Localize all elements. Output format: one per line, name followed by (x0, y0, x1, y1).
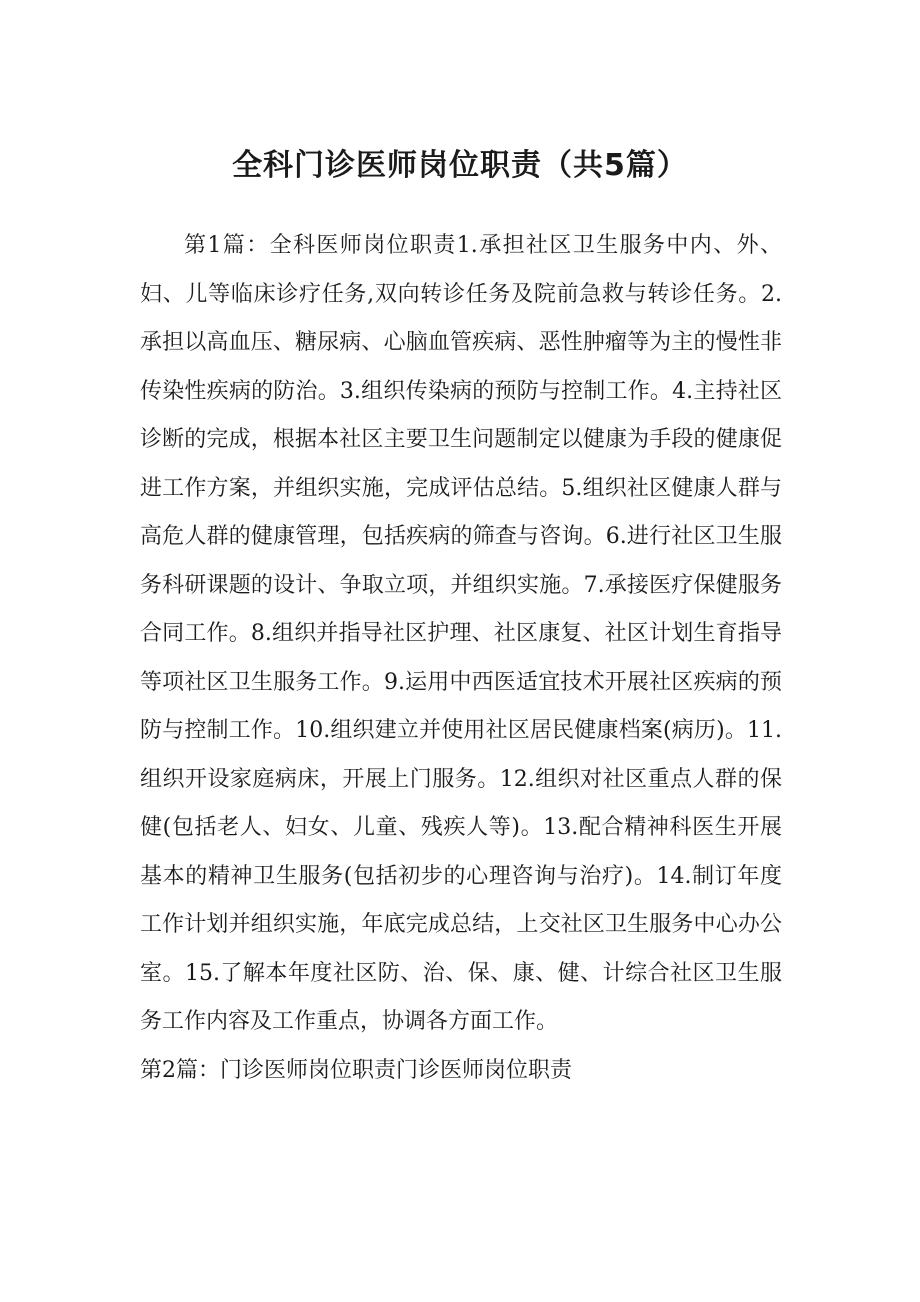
document-body (140, 222, 782, 1095)
document-title: 全科门诊医师岗位职责（共5篇） (232, 148, 688, 183)
paragraph-1: 第1篇：全科医师岗位职责1.承担社区卫生服务中内、外、妇、儿等临床诊疗任务,双向转诊任务及院前急救与转诊任务。2.承担以高血压、糖尿病、心脑血管疾病、恶性肿瘤等为主的慢性非传染性疾病的防治。3.组织传染病的预防与控制工作。4.主持社区诊断的完成，根据本社区主要卫生问题制定以健康为手段的健康促进工作方案，并组织实施，完成评估总结。5.组织社区健康人群与高危人群的健康管理，包括疾病的筛查与咨询。6.进行社区卫生服务科研课题的设计、争取立项，并组织实施。7.承接医疗保健服务合同工作。8.组织并指导社区护理、社区康复、社区计划生育指导等项社区卫生服务工作。9.运用中西医适宜技术开展社区疾病的预防与控制工作。10.组织建立并使用社区居民健康档案(病历)。11.组织开设家庭病床，开展上门服务。12.组织对社区重点人群的保健(包括老人、妇女、儿童、残疾人等)。13.配合精神科医生开展基本的精神卫生服务(包括初步的心理咨询与治疗)。14.制订年度工作计划并组织实施，年底完成总结，上交社区卫生服务中心办公室。15.了解本年度社区防、治、保、康、健、计综合社区卫生服务工作内容及工作重点，协调各方面工作。 (140, 233, 782, 1034)
paragraph-2: 第2篇：门诊医师岗位职责门诊医师岗位职责 (140, 1057, 572, 1083)
